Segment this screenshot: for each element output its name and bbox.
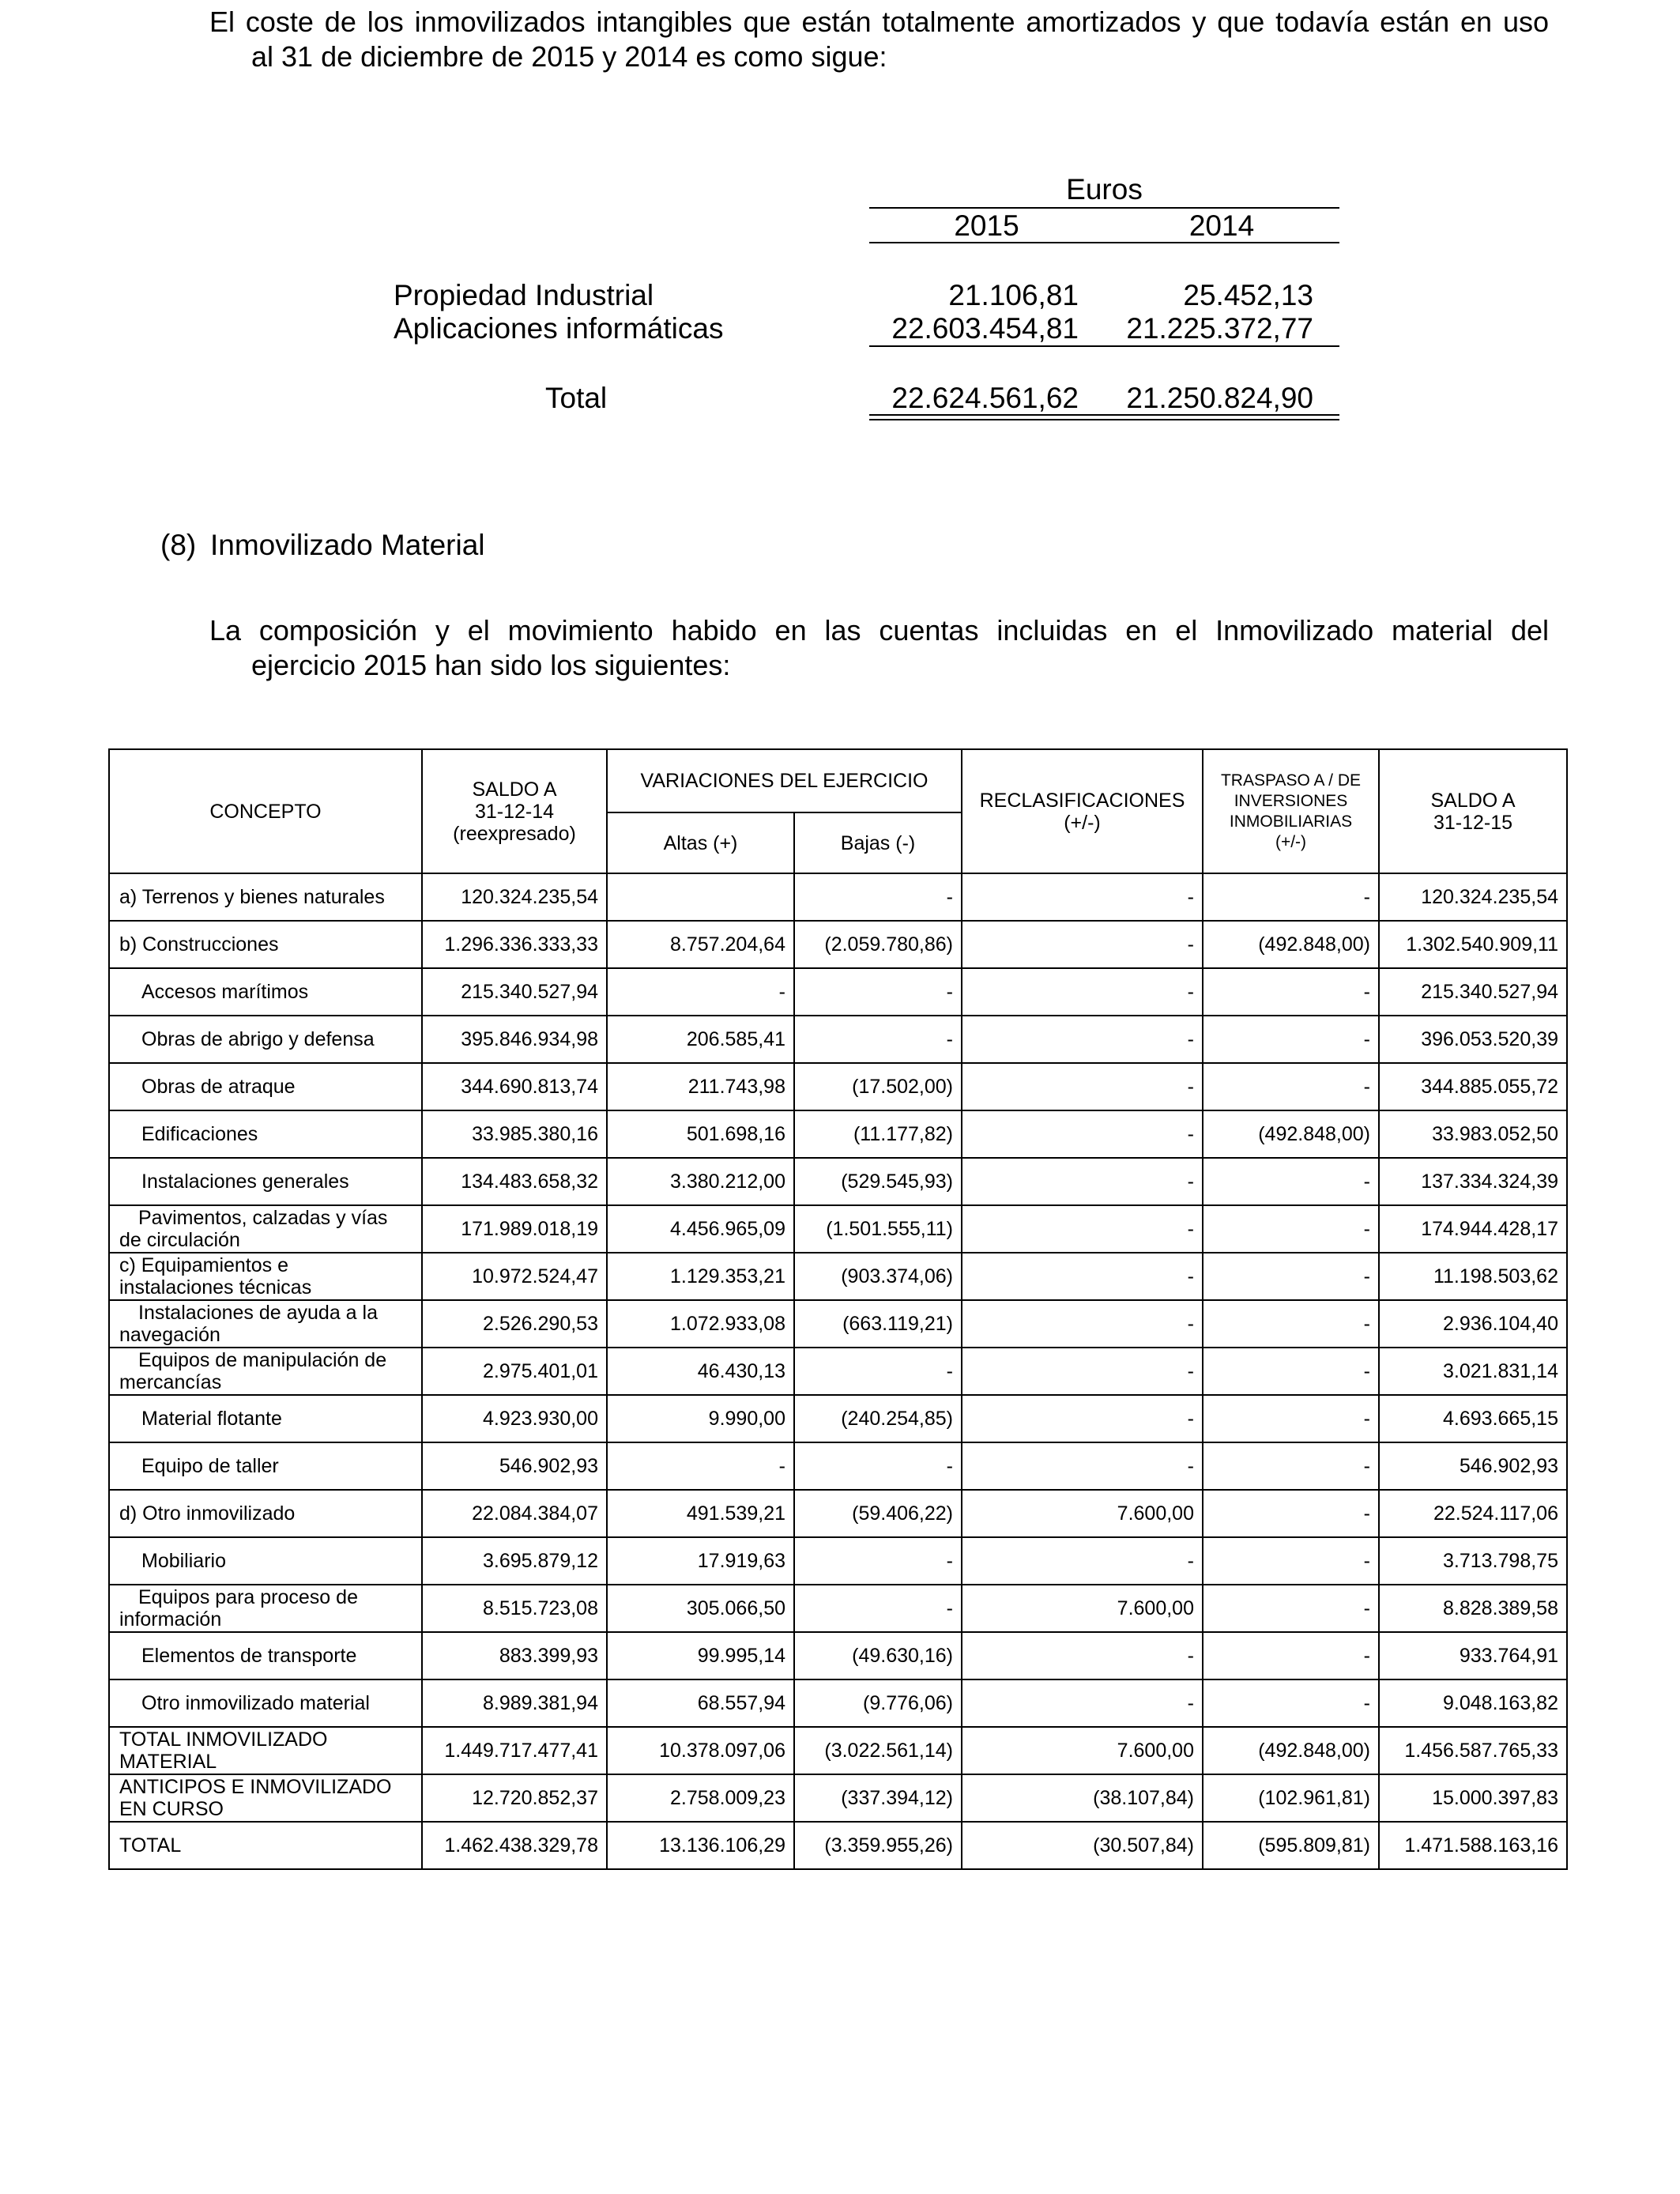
row-altas: - <box>607 968 794 1016</box>
row-saldo1: 2.526.290,53 <box>422 1300 607 1348</box>
row-traspaso: - <box>1203 1300 1379 1348</box>
row-saldo1: 33.985.380,16 <box>422 1110 607 1158</box>
summary-row-label: Aplicaciones informáticas <box>394 312 724 345</box>
row-concepto <box>109 1205 422 1253</box>
table-row <box>109 1632 1567 1679</box>
row-reclas: - <box>962 968 1203 1016</box>
row-concepto-line-1: ANTICIPOS E INMOVILIZADO <box>119 1776 392 1798</box>
row-concepto-line-1: Pavimentos, calzadas y vías <box>138 1207 388 1229</box>
row-traspaso: - <box>1203 1442 1379 1490</box>
row-saldo1: 883.399,93 <box>422 1632 607 1679</box>
row-reclas: - <box>962 1348 1203 1395</box>
row-altas: 4.456.965,09 <box>607 1205 794 1253</box>
row-traspaso: - <box>1203 1016 1379 1063</box>
row-traspaso: - <box>1203 1490 1379 1537</box>
row-altas: 3.380.212,00 <box>607 1158 794 1205</box>
row-altas: 491.539,21 <box>607 1490 794 1537</box>
row-altas: 1.072.933,08 <box>607 1300 794 1348</box>
row-saldo2: 8.828.389,58 <box>1379 1585 1567 1632</box>
row-concepto-line-2: EN CURSO <box>119 1798 224 1820</box>
row-bajas: - <box>794 1016 962 1063</box>
row-reclas: - <box>962 1300 1203 1348</box>
row-traspaso: (595.809,81) <box>1203 1822 1379 1869</box>
row-reclas: - <box>962 921 1203 968</box>
row-altas: 46.430,13 <box>607 1348 794 1395</box>
row-traspaso: (492.848,00) <box>1203 1727 1379 1774</box>
row-saldo2: 933.764,91 <box>1379 1632 1567 1679</box>
table-row <box>109 1727 1567 1774</box>
row-saldo1: 2.975.401,01 <box>422 1348 607 1395</box>
row-saldo2: 1.302.540.909,11 <box>1379 921 1567 968</box>
year-2014-header: 2014 <box>1188 209 1255 242</box>
header-reclasificaciones <box>962 749 1203 873</box>
row-concepto-line-2: MATERIAL <box>119 1751 217 1773</box>
row-altas: 211.743,98 <box>607 1063 794 1110</box>
table-row <box>109 1300 1567 1348</box>
row-saldo1: 215.340.527,94 <box>422 968 607 1016</box>
header-saldo-final-l1: SALDO A <box>1430 789 1516 812</box>
row-saldo2: 1.456.587.765,33 <box>1379 1727 1567 1774</box>
row-concepto-line-1: TOTAL INMOVILIZADO <box>119 1728 328 1751</box>
row-traspaso: - <box>1203 968 1379 1016</box>
header-saldo-final <box>1379 749 1567 873</box>
row-traspaso: - <box>1203 873 1379 921</box>
composition-line-1: La composición y el movimiento habido en las cuentas incluidas en el Inmovilizado material del <box>209 614 1549 647</box>
composition-line-2: ejercicio 2015 han sido los siguientes: <box>251 649 731 681</box>
row-saldo2: 11.198.503,62 <box>1379 1253 1567 1300</box>
row-bajas: (337.394,12) <box>794 1774 962 1822</box>
header-traspaso <box>1203 749 1379 873</box>
row-traspaso: - <box>1203 1253 1379 1300</box>
row-reclas: - <box>962 1016 1203 1063</box>
row-reclas: - <box>962 1395 1203 1442</box>
row-concepto: Mobiliario <box>109 1537 422 1585</box>
row-altas: 9.990,00 <box>607 1395 794 1442</box>
section-title-text: Inmovilizado Material <box>210 529 485 561</box>
row-concepto <box>109 1585 422 1632</box>
row-concepto <box>109 1348 422 1395</box>
row-traspaso: - <box>1203 1537 1379 1585</box>
row-traspaso: (102.961,81) <box>1203 1774 1379 1822</box>
total-double-rule-1 <box>869 414 1339 416</box>
row-saldo1: 10.972.524,47 <box>422 1253 607 1300</box>
row-altas: 8.757.204,64 <box>607 921 794 968</box>
row-reclas: 7.600,00 <box>962 1585 1203 1632</box>
row-concepto: b) Construcciones <box>109 921 422 968</box>
table-row <box>109 1016 1567 1063</box>
summary-row-2015: 21.106,81 <box>948 279 1079 311</box>
table-row <box>109 921 1567 968</box>
row-saldo2: 215.340.527,94 <box>1379 968 1567 1016</box>
table-row <box>109 1158 1567 1205</box>
table-row <box>109 1253 1567 1300</box>
row-concepto-line-2: información <box>119 1608 222 1630</box>
composition-paragraph <box>209 613 1549 683</box>
table-row <box>109 1395 1567 1442</box>
row-saldo1: 1.449.717.477,41 <box>422 1727 607 1774</box>
row-concepto: Equipo de taller <box>109 1442 422 1490</box>
year-2015-header: 2015 <box>954 209 1019 242</box>
row-altas: 13.136.106,29 <box>607 1822 794 1869</box>
row-traspaso: - <box>1203 1395 1379 1442</box>
row-reclas: - <box>962 1442 1203 1490</box>
row-reclas: - <box>962 1158 1203 1205</box>
intro-line-2: al 31 de diciembre de 2015 y 2014 es como sigue: <box>251 40 887 73</box>
row-concepto-line-1: Equipos de manipulación de <box>138 1349 387 1371</box>
currency-header: Euros <box>1066 173 1143 205</box>
row-saldo2: 3.021.831,14 <box>1379 1348 1567 1395</box>
row-altas: 305.066,50 <box>607 1585 794 1632</box>
row-bajas: (11.177,82) <box>794 1110 962 1158</box>
header-saldo-inicial <box>422 749 607 873</box>
row-reclas: - <box>962 1632 1203 1679</box>
row-altas: 68.557,94 <box>607 1679 794 1727</box>
table-row <box>109 1442 1567 1490</box>
row-concepto-line-2: instalaciones técnicas <box>119 1276 312 1299</box>
row-saldo2: 396.053.520,39 <box>1379 1016 1567 1063</box>
row-traspaso: - <box>1203 1632 1379 1679</box>
row-bajas: (3.022.561,14) <box>794 1727 962 1774</box>
table-row <box>109 1679 1567 1727</box>
header-concepto: CONCEPTO <box>109 749 422 873</box>
row-saldo1: 22.084.384,07 <box>422 1490 607 1537</box>
row-saldo1: 12.720.852,37 <box>422 1774 607 1822</box>
row-concepto: d) Otro inmovilizado <box>109 1490 422 1537</box>
row-concepto-line-2: navegación <box>119 1324 220 1346</box>
row-bajas: - <box>794 873 962 921</box>
table-row <box>109 1348 1567 1395</box>
row-altas: 17.919,63 <box>607 1537 794 1585</box>
row-reclas: 7.600,00 <box>962 1727 1203 1774</box>
row-saldo2: 2.936.104,40 <box>1379 1300 1567 1348</box>
row-saldo1: 546.902,93 <box>422 1442 607 1490</box>
row-concepto: Instalaciones generales <box>109 1158 422 1205</box>
row-concepto <box>109 1727 422 1774</box>
summary-row-label: Propiedad Industrial <box>394 279 654 311</box>
table-row <box>109 968 1567 1016</box>
table-row <box>109 1490 1567 1537</box>
summary-row-2014: 21.225.372,77 <box>1126 312 1313 345</box>
row-concepto: Accesos marítimos <box>109 968 422 1016</box>
header-saldo-inicial-l1: SALDO A <box>472 778 557 801</box>
row-reclas: - <box>962 1253 1203 1300</box>
row-altas: 10.378.097,06 <box>607 1727 794 1774</box>
row-concepto-line-1: c) Equipamientos e <box>119 1254 289 1276</box>
section-number: (8) <box>160 529 197 561</box>
row-bajas: (1.501.555,11) <box>794 1205 962 1253</box>
row-traspaso: (492.848,00) <box>1203 921 1379 968</box>
row-altas: 501.698,16 <box>607 1110 794 1158</box>
header-traspaso-l2: INVERSIONES <box>1234 791 1348 810</box>
intangible-summary-table <box>0 0 1680 443</box>
row-traspaso: - <box>1203 1063 1379 1110</box>
row-saldo2: 1.471.588.163,16 <box>1379 1822 1567 1869</box>
row-bajas: (2.059.780,86) <box>794 921 962 968</box>
row-concepto-line-1: Equipos para proceso de <box>138 1586 358 1608</box>
table-row <box>109 1774 1567 1822</box>
header-bajas: Bajas (-) <box>794 812 962 873</box>
table-row <box>109 1585 1567 1632</box>
row-reclas: - <box>962 873 1203 921</box>
row-altas: 2.758.009,23 <box>607 1774 794 1822</box>
row-concepto <box>109 1253 422 1300</box>
row-saldo1: 4.923.930,00 <box>422 1395 607 1442</box>
row-saldo1: 120.324.235,54 <box>422 873 607 921</box>
row-bajas: (903.374,06) <box>794 1253 962 1300</box>
row-traspaso: (492.848,00) <box>1203 1110 1379 1158</box>
row-saldo2: 33.983.052,50 <box>1379 1110 1567 1158</box>
row-saldo1: 8.989.381,94 <box>422 1679 607 1727</box>
row-altas: 99.995,14 <box>607 1632 794 1679</box>
table-row <box>109 1205 1567 1253</box>
header-traspaso-l1: TRASPASO A / DE <box>1220 771 1361 790</box>
row-altas <box>607 873 794 921</box>
row-concepto: Material flotante <box>109 1395 422 1442</box>
header-reclas-l2: (+/-) <box>1064 811 1101 834</box>
row-concepto: Obras de abrigo y defensa <box>109 1016 422 1063</box>
row-traspaso: - <box>1203 1348 1379 1395</box>
row-saldo2: 22.524.117,06 <box>1379 1490 1567 1537</box>
table-row <box>109 1110 1567 1158</box>
row-bajas: (49.630,16) <box>794 1632 962 1679</box>
row-concepto-line-2: mercancías <box>119 1371 222 1393</box>
row-bajas: - <box>794 1442 962 1490</box>
row-saldo2: 15.000.397,83 <box>1379 1774 1567 1822</box>
table-row <box>109 873 1567 921</box>
row-altas: 206.585,41 <box>607 1016 794 1063</box>
row-saldo1: 134.483.658,32 <box>422 1158 607 1205</box>
row-concepto: Elementos de transporte <box>109 1632 422 1679</box>
row-saldo1: 171.989.018,19 <box>422 1205 607 1253</box>
row-concepto: Obras de atraque <box>109 1063 422 1110</box>
row-reclas: (30.507,84) <box>962 1822 1203 1869</box>
table-row <box>109 1063 1567 1110</box>
row-concepto: Otro inmovilizado material <box>109 1679 422 1727</box>
row-saldo2: 4.693.665,15 <box>1379 1395 1567 1442</box>
row-saldo1: 1.462.438.329,78 <box>422 1822 607 1869</box>
row-saldo1: 1.296.336.333,33 <box>422 921 607 968</box>
row-bajas: - <box>794 968 962 1016</box>
header-rule-bottom <box>869 242 1339 243</box>
header-variaciones: VARIACIONES DEL EJERCICIO <box>607 749 962 812</box>
table-row <box>109 1537 1567 1585</box>
row-bajas: - <box>794 1537 962 1585</box>
row-bajas: - <box>794 1585 962 1632</box>
header-traspaso-l3: INMOBILIARIAS <box>1229 812 1353 831</box>
row-concepto: a) Terrenos y bienes naturales <box>109 873 422 921</box>
row-saldo1: 395.846.934,98 <box>422 1016 607 1063</box>
row-concepto <box>109 1300 422 1348</box>
row-saldo2: 137.334.324,39 <box>1379 1158 1567 1205</box>
row-saldo2: 546.902,93 <box>1379 1442 1567 1490</box>
header-altas: Altas (+) <box>607 812 794 873</box>
row-bajas: (3.359.955,26) <box>794 1822 962 1869</box>
intro-line-1: El coste de los inmovilizados intangibles que están totalmente amortizados y que todavía están en uso <box>209 6 1549 38</box>
header-saldo-inicial-l3: (reexpresado) <box>453 822 576 845</box>
row-concepto: Edificaciones <box>109 1110 422 1158</box>
row-reclas: - <box>962 1110 1203 1158</box>
row-reclas: 7.600,00 <box>962 1490 1203 1537</box>
row-bajas: (240.254,85) <box>794 1395 962 1442</box>
row-bajas: (663.119,21) <box>794 1300 962 1348</box>
row-bajas: - <box>794 1348 962 1395</box>
row-saldo2: 120.324.235,54 <box>1379 873 1567 921</box>
row-bajas: (9.776,06) <box>794 1679 962 1727</box>
row-concepto <box>109 1774 422 1822</box>
section-title <box>160 528 485 563</box>
row-traspaso: - <box>1203 1158 1379 1205</box>
summary-row-2014: 25.452,13 <box>1183 279 1313 311</box>
row-traspaso: - <box>1203 1205 1379 1253</box>
header-traspaso-l4: (+/-) <box>1275 832 1307 851</box>
summary-total-label: Total <box>545 382 608 414</box>
header-reclas-l1: RECLASIFICACIONES <box>979 789 1185 812</box>
row-reclas: - <box>962 1205 1203 1253</box>
row-traspaso: - <box>1203 1679 1379 1727</box>
row-bajas: (529.545,93) <box>794 1158 962 1205</box>
row-concepto-line-2: de circulación <box>119 1229 240 1251</box>
row-saldo1: 8.515.723,08 <box>422 1585 607 1632</box>
row-bajas: (59.406,22) <box>794 1490 962 1537</box>
row-saldo2: 174.944.428,17 <box>1379 1205 1567 1253</box>
header-saldo-final-l2: 31-12-15 <box>1433 811 1513 834</box>
row-bajas: (17.502,00) <box>794 1063 962 1110</box>
total-double-rule-2 <box>869 419 1339 420</box>
row-reclas: - <box>962 1537 1203 1585</box>
row-concepto-line-1: Instalaciones de ayuda a la <box>138 1302 378 1324</box>
row-concepto: TOTAL <box>109 1822 422 1869</box>
row-saldo1: 3.695.879,12 <box>422 1537 607 1585</box>
row-saldo2: 3.713.798,75 <box>1379 1537 1567 1585</box>
row-reclas: - <box>962 1679 1203 1727</box>
row-traspaso: - <box>1203 1585 1379 1632</box>
row-altas: 1.129.353,21 <box>607 1253 794 1300</box>
summary-total-2015: 22.624.561,62 <box>891 382 1079 414</box>
subtotal-rule <box>869 345 1339 347</box>
row-saldo1: 344.690.813,74 <box>422 1063 607 1110</box>
tangible-assets-table <box>108 748 1568 1870</box>
row-saldo2: 344.885.055,72 <box>1379 1063 1567 1110</box>
row-altas: - <box>607 1442 794 1490</box>
row-reclas: - <box>962 1063 1203 1110</box>
table-row <box>109 1822 1567 1869</box>
header-saldo-inicial-l2: 31-12-14 <box>474 800 555 823</box>
row-reclas: (38.107,84) <box>962 1774 1203 1822</box>
summary-total-2014: 21.250.824,90 <box>1126 382 1313 414</box>
row-saldo2: 9.048.163,82 <box>1379 1679 1567 1727</box>
summary-row-2015: 22.603.454,81 <box>891 312 1079 345</box>
